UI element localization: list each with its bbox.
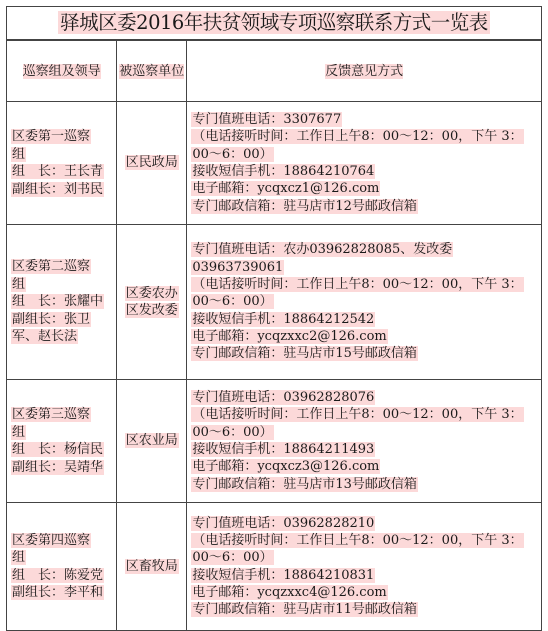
unit-cell [117,225,187,380]
feedback-line: （电话接听时间：工作日上午8：00～12：00，下午 3： [192,277,523,293]
feedback-line: 专门值班电话：农办03962828085、发改委 [192,242,453,258]
unit-line: 区农业局 [125,433,178,449]
feedback-line: 专门邮政信箱：驻马店市15号邮政信箱 [192,346,417,362]
group-line: 区委第三巡察 [12,407,91,422]
contact-table [6,40,542,631]
group-cell [7,102,117,225]
group-line: 组 长：张耀中 [12,294,104,310]
unit-line: 区畜牧局 [125,558,178,574]
feedback-line: 接收短信手机：18864210831 [192,567,375,583]
feedback-cell [187,102,542,225]
feedback-line: 专门邮政信箱：驻马店市13号邮政信箱 [192,476,417,492]
group-cell [7,503,117,631]
feedback-line: 电子邮箱：ycqxcz3@126.com [192,459,380,475]
group-line: 副组长：吴靖华 [12,459,104,475]
table-row [7,380,542,503]
group-line: 组 长：王长青 [12,164,104,179]
feedback-line: 专门邮政信箱：驻马店市11号邮政信箱 [192,602,417,618]
table-row [7,503,542,631]
feedback-line: （电话接听时间：工作日上午8：00～12：00，下午 3： [192,532,523,548]
feedback-line: 电子邮箱：ycqzxxc4@126.com [192,584,387,600]
feedback-line: 专门邮政信箱：驻马店市12号邮政信箱 [192,198,417,214]
header-feedback: 反馈意见方式 [187,41,542,102]
table-row [7,225,542,380]
group-line: 区委第二巡察 [12,259,91,275]
feedback-line: 接收短信手机：18864212542 [192,311,375,327]
header-unit: 被巡察单位 [117,41,187,102]
feedback-cell [187,503,542,631]
unit-line: 区民政局 [125,155,178,171]
feedback-line: 00～6：00） [192,424,273,440]
feedback-line: 00～6：00） [192,294,273,310]
unit-line: 区发改委 [125,303,178,318]
group-line: 组 [12,550,26,565]
group-line: 区委第四巡察 [12,532,91,548]
feedback-line: 03963739061 [192,259,284,275]
group-line: 副组长：刘书民 [12,181,104,197]
group-line: 副组长：张卫 [12,311,91,327]
group-cell [7,380,117,503]
table-row [7,102,542,225]
feedback-cell [187,380,542,503]
group-cell [7,225,117,380]
unit-cell [117,380,187,503]
feedback-line: 电子邮箱：ycqxcz1@126.com [192,181,380,197]
feedback-cell [187,225,542,380]
group-line: 组 长：杨信民 [12,442,104,457]
group-line: 区委第一巡察 [12,129,91,144]
unit-line: 区委农办 [125,285,178,301]
document-title: 驿城区委2016年扶贫领域专项巡察联系方式一览表 [6,6,542,40]
table-header-row [7,41,542,102]
group-line: 军、赵长法 [12,329,78,345]
group-line: 副组长：李平和 [12,585,104,600]
feedback-line: 接收短信手机：18864210764 [192,164,375,179]
group-line: 组 [12,146,26,162]
feedback-line: 专门值班电话：3307677 [192,112,342,128]
group-line: 组 长：陈爱党 [12,567,104,583]
header-group: 巡察组及领导 [7,41,117,102]
group-line: 组 [12,276,26,292]
feedback-line: 专门值班电话：03962828210 [192,515,375,531]
feedback-line: 00～6：00） [192,550,273,566]
feedback-line: 接收短信手机：18864211493 [192,442,375,457]
feedback-line: （电话接听时间：工作日上午8：00～12：00，下午 3： [192,407,523,423]
feedback-line: 专门值班电话：03962828076 [192,390,375,406]
unit-cell [117,503,187,631]
feedback-line: （电话接听时间：工作日上午8：00～12：00，下午 3： [192,129,523,145]
feedback-line: 00～6：00） [192,146,273,162]
unit-cell [117,102,187,225]
group-line: 组 [12,424,26,440]
feedback-line: 电子邮箱：ycqzxxc2@126.com [192,328,387,344]
